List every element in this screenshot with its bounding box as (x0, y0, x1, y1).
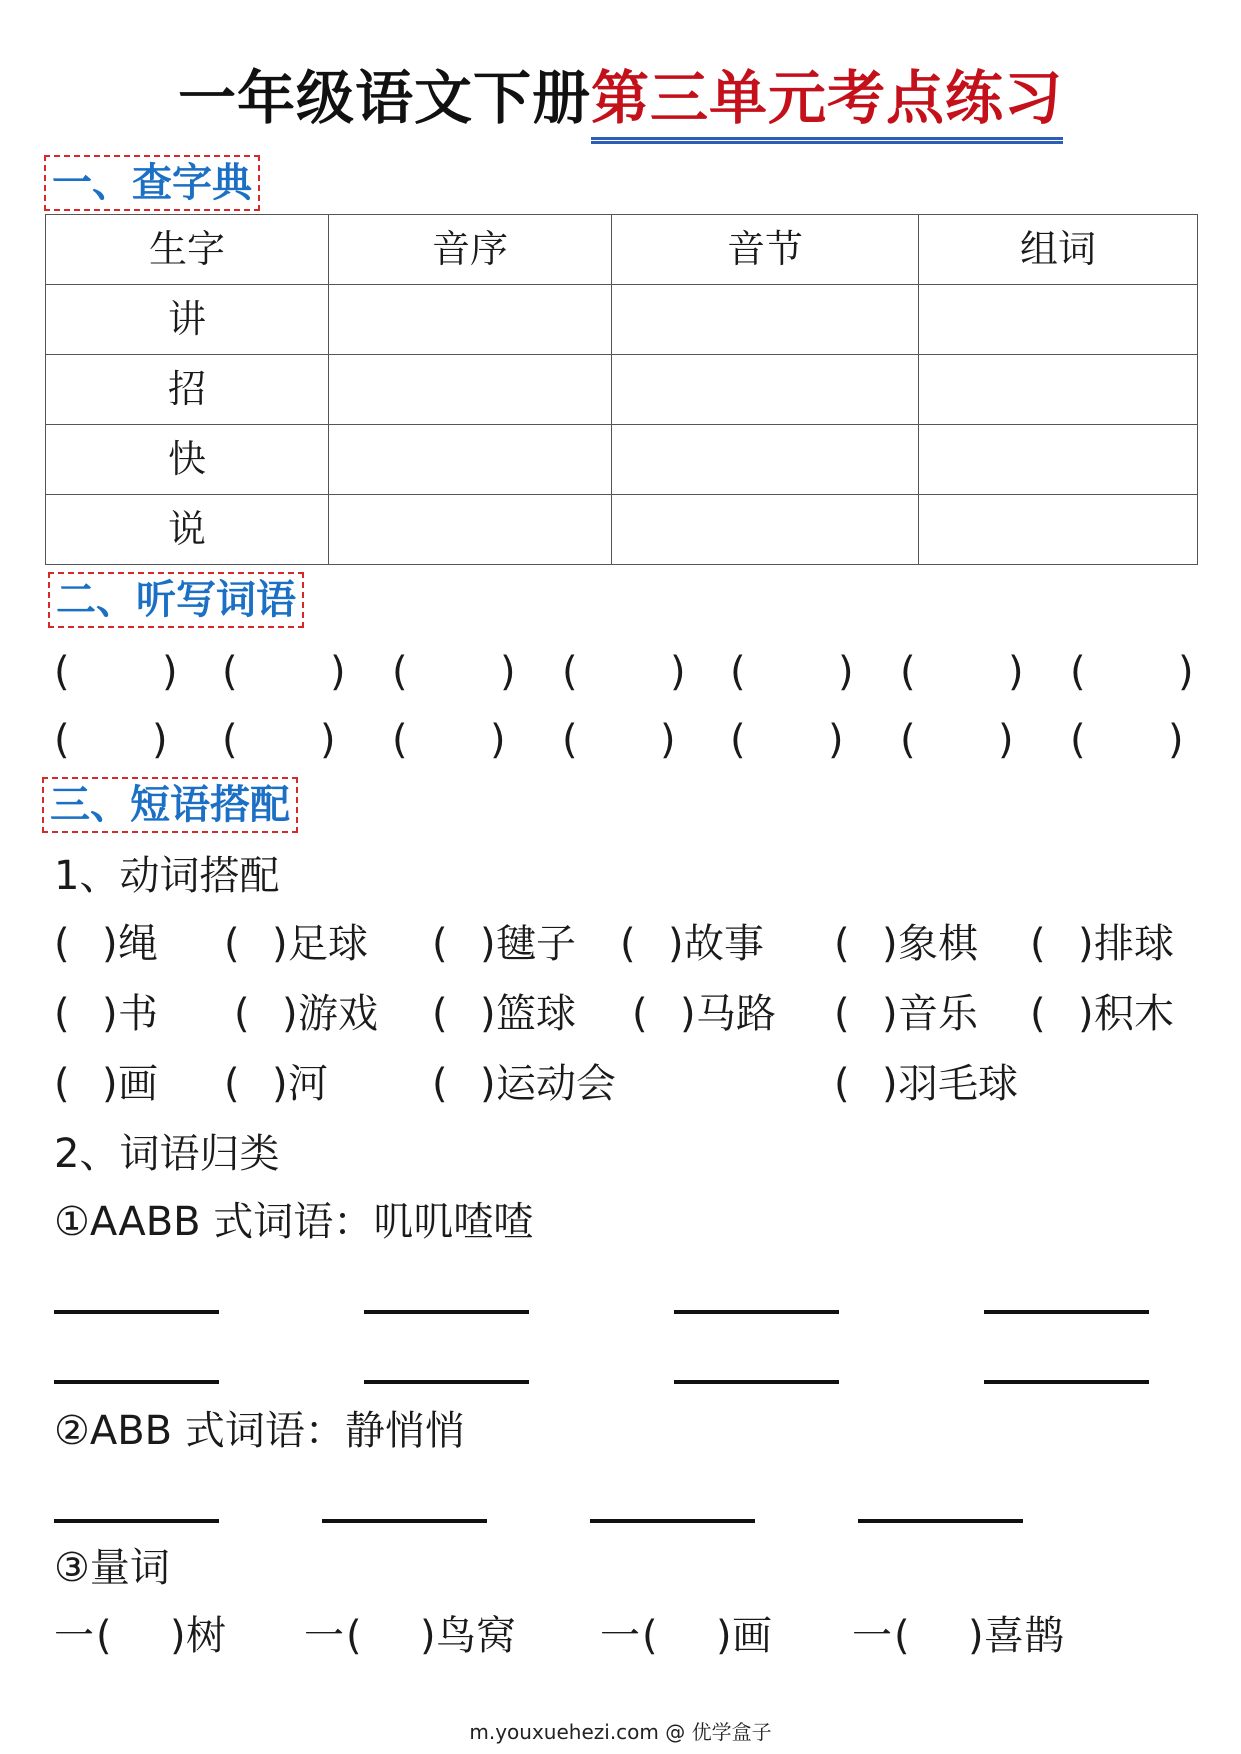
close-paren: ) (670, 649, 686, 695)
title-grade: 一年级语文下册 (177, 64, 591, 132)
phrase-word: 足球 (288, 921, 368, 967)
close-paren: ) (480, 991, 496, 1037)
close-paren: ) (1078, 921, 1094, 967)
open-paren: ( (96, 1613, 112, 1659)
char-cell: 说 (46, 495, 329, 565)
answer-cell[interactable] (919, 285, 1198, 355)
answer-cell[interactable] (612, 495, 919, 565)
phrase-word: 篮球 (496, 991, 576, 1037)
page-title (0, 58, 1241, 138)
table-header: 组词 (919, 215, 1198, 285)
close-paren: ) (1178, 649, 1194, 695)
verb-slot[interactable] (850, 1058, 878, 1110)
subheading-word-classification: 2、词语归类 (54, 1131, 280, 1177)
close-paren: ) (838, 649, 854, 695)
measure-noun: 树 (186, 1613, 226, 1659)
close-paren: ) (102, 991, 118, 1037)
answer-blank[interactable] (858, 1519, 1023, 1523)
table-row (46, 495, 1198, 565)
item-aabb: ①AABB 式词语：叽叽喳喳 (54, 1199, 534, 1245)
close-paren: ) (500, 649, 516, 695)
close-paren: ) (716, 1613, 732, 1659)
phrase-word: 故事 (684, 921, 764, 967)
phrase-word: 运动会 (496, 1061, 616, 1107)
measure-one: 一 (600, 1613, 640, 1659)
dictation-slot[interactable] (240, 646, 370, 698)
answer-cell[interactable] (612, 355, 919, 425)
phrase-word: 绳 (118, 921, 158, 967)
open-paren: ( (1070, 717, 1086, 763)
verb-slot[interactable] (240, 918, 268, 970)
item-abb: ②ABB 式词语：静悄悄 (54, 1408, 465, 1454)
close-paren: ) (828, 717, 844, 763)
dictation-slot[interactable] (1088, 646, 1218, 698)
verb-slot[interactable] (636, 918, 664, 970)
table-row (46, 285, 1198, 355)
verb-slot[interactable] (70, 1058, 98, 1110)
open-paren: ( (1070, 649, 1086, 695)
item-measure-words: ③量词 (54, 1545, 170, 1591)
answer-blank[interactable] (674, 1310, 839, 1314)
subheading-verb-matching: 1、动词搭配 (54, 853, 280, 899)
phrase-word: 书 (118, 991, 158, 1037)
close-paren: ) (998, 717, 1014, 763)
open-paren: ( (730, 717, 746, 763)
dictation-slot[interactable] (240, 714, 370, 766)
open-paren: ( (222, 649, 238, 695)
verb-slot[interactable] (448, 988, 476, 1040)
dictation-slot[interactable] (918, 646, 1048, 698)
open-paren: ( (632, 991, 648, 1037)
measure-noun: 喜鹊 (984, 1613, 1064, 1659)
section-heading-dictation: 二、听写词语 (48, 572, 304, 628)
dictation-slot[interactable] (410, 646, 540, 698)
answer-cell[interactable] (329, 285, 612, 355)
open-paren: ( (642, 1613, 658, 1659)
close-paren: ) (480, 1061, 496, 1107)
open-paren: ( (834, 1061, 850, 1107)
phrase-word: 羽毛球 (898, 1061, 1018, 1107)
close-paren: ) (162, 649, 178, 695)
dictation-slot[interactable] (748, 646, 878, 698)
close-paren: ) (660, 717, 676, 763)
open-paren: ( (1030, 991, 1046, 1037)
open-paren: ( (730, 649, 746, 695)
open-paren: ( (392, 717, 408, 763)
table-header: 音序 (329, 215, 612, 285)
verb-slot[interactable] (850, 918, 878, 970)
open-paren: ( (894, 1613, 910, 1659)
measure-slot[interactable] (114, 1610, 164, 1662)
answer-cell[interactable] (329, 495, 612, 565)
open-paren: ( (54, 649, 70, 695)
close-paren: ) (480, 921, 496, 967)
measure-slot[interactable] (912, 1610, 962, 1662)
phrase-word: 象棋 (898, 921, 978, 967)
answer-blank[interactable] (364, 1380, 529, 1384)
open-paren: ( (54, 1061, 70, 1107)
dictation-slot[interactable] (72, 646, 202, 698)
table-header-row (46, 215, 1198, 285)
measure-noun: 鸟窝 (436, 1613, 516, 1659)
dictation-slot[interactable] (918, 714, 1048, 766)
close-paren: ) (882, 1061, 898, 1107)
close-paren: ) (668, 921, 684, 967)
open-paren: ( (392, 649, 408, 695)
close-paren: ) (272, 921, 288, 967)
answer-cell[interactable] (329, 425, 612, 495)
title-unit: 第三单元考点练习 (591, 58, 1063, 138)
answer-blank[interactable] (364, 1310, 529, 1314)
close-paren: ) (320, 717, 336, 763)
close-paren: ) (420, 1613, 436, 1659)
close-paren: ) (170, 1613, 186, 1659)
phrase-word: 毽子 (496, 921, 576, 967)
verb-slot[interactable] (648, 988, 676, 1040)
open-paren: ( (432, 921, 448, 967)
open-paren: ( (834, 991, 850, 1037)
phrase-word: 积木 (1094, 991, 1174, 1037)
close-paren: ) (102, 921, 118, 967)
phrase-word: 音乐 (898, 991, 978, 1037)
table-header: 生字 (46, 215, 329, 285)
section-heading-phrases: 三、短语搭配 (42, 777, 298, 833)
dictation-slot[interactable] (410, 714, 540, 766)
dictation-slot[interactable] (748, 714, 878, 766)
close-paren: ) (102, 1061, 118, 1107)
answer-cell[interactable] (329, 355, 612, 425)
close-paren: ) (272, 1061, 288, 1107)
open-paren: ( (620, 921, 636, 967)
open-paren: ( (1030, 921, 1046, 967)
answer-cell[interactable] (612, 285, 919, 355)
dictation-slot[interactable] (580, 646, 710, 698)
verb-slot[interactable] (448, 1058, 476, 1110)
close-paren: ) (1168, 717, 1184, 763)
verb-slot[interactable] (448, 918, 476, 970)
phrase-word: 河 (288, 1061, 328, 1107)
answer-blank[interactable] (54, 1519, 219, 1523)
answer-cell[interactable] (612, 425, 919, 495)
open-paren: ( (900, 649, 916, 695)
measure-noun: 画 (732, 1613, 772, 1659)
answer-cell[interactable] (919, 495, 1198, 565)
phrase-word: 马路 (696, 991, 776, 1037)
char-cell: 招 (46, 355, 329, 425)
verb-slot[interactable] (70, 988, 98, 1040)
open-paren: ( (432, 991, 448, 1037)
dictation-slot[interactable] (72, 714, 202, 766)
phrase-word: 画 (118, 1061, 158, 1107)
measure-one: 一 (852, 1613, 892, 1659)
dictionary-table (45, 214, 1198, 565)
answer-cell[interactable] (919, 425, 1198, 495)
char-cell: 讲 (46, 285, 329, 355)
close-paren: ) (152, 717, 168, 763)
dictation-slot[interactable] (1088, 714, 1218, 766)
close-paren: ) (490, 717, 506, 763)
close-paren: ) (882, 991, 898, 1037)
table-row (46, 355, 1198, 425)
measure-slot[interactable] (364, 1610, 414, 1662)
open-paren: ( (234, 991, 250, 1037)
open-paren: ( (54, 921, 70, 967)
close-paren: ) (882, 921, 898, 967)
answer-blank[interactable] (54, 1310, 219, 1314)
open-paren: ( (562, 717, 578, 763)
answer-blank[interactable] (984, 1310, 1149, 1314)
open-paren: ( (900, 717, 916, 763)
open-paren: ( (346, 1613, 362, 1659)
close-paren: ) (1008, 649, 1024, 695)
answer-blank[interactable] (984, 1380, 1149, 1384)
close-paren: ) (680, 991, 696, 1037)
char-cell: 快 (46, 425, 329, 495)
measure-one: 一 (54, 1613, 94, 1659)
verb-slot[interactable] (70, 918, 98, 970)
phrase-word: 排球 (1094, 921, 1174, 967)
table-header: 音节 (612, 215, 919, 285)
verb-slot[interactable] (250, 988, 278, 1040)
open-paren: ( (432, 1061, 448, 1107)
close-paren: ) (330, 649, 346, 695)
answer-blank[interactable] (674, 1380, 839, 1384)
footer-source: m.youxuehezi.com @ 优学盒子 (469, 1720, 772, 1744)
answer-blank[interactable] (322, 1519, 487, 1523)
measure-one: 一 (304, 1613, 344, 1659)
open-paren: ( (834, 921, 850, 967)
open-paren: ( (224, 1061, 240, 1107)
phrase-word: 游戏 (298, 991, 378, 1037)
section-heading-dictionary: 一、查字典 (44, 155, 260, 211)
verb-slot[interactable] (1046, 988, 1074, 1040)
verb-slot[interactable] (240, 1058, 268, 1110)
open-paren: ( (222, 717, 238, 763)
verb-slot[interactable] (1046, 918, 1074, 970)
table-row (46, 425, 1198, 495)
open-paren: ( (562, 649, 578, 695)
close-paren: ) (968, 1613, 984, 1659)
measure-slot[interactable] (660, 1610, 710, 1662)
verb-slot[interactable] (850, 988, 878, 1040)
open-paren: ( (224, 921, 240, 967)
answer-blank[interactable] (590, 1519, 755, 1523)
dictation-slot[interactable] (580, 714, 710, 766)
open-paren: ( (54, 991, 70, 1037)
answer-blank[interactable] (54, 1380, 219, 1384)
answer-cell[interactable] (919, 355, 1198, 425)
close-paren: ) (282, 991, 298, 1037)
close-paren: ) (1078, 991, 1094, 1037)
open-paren: ( (54, 717, 70, 763)
